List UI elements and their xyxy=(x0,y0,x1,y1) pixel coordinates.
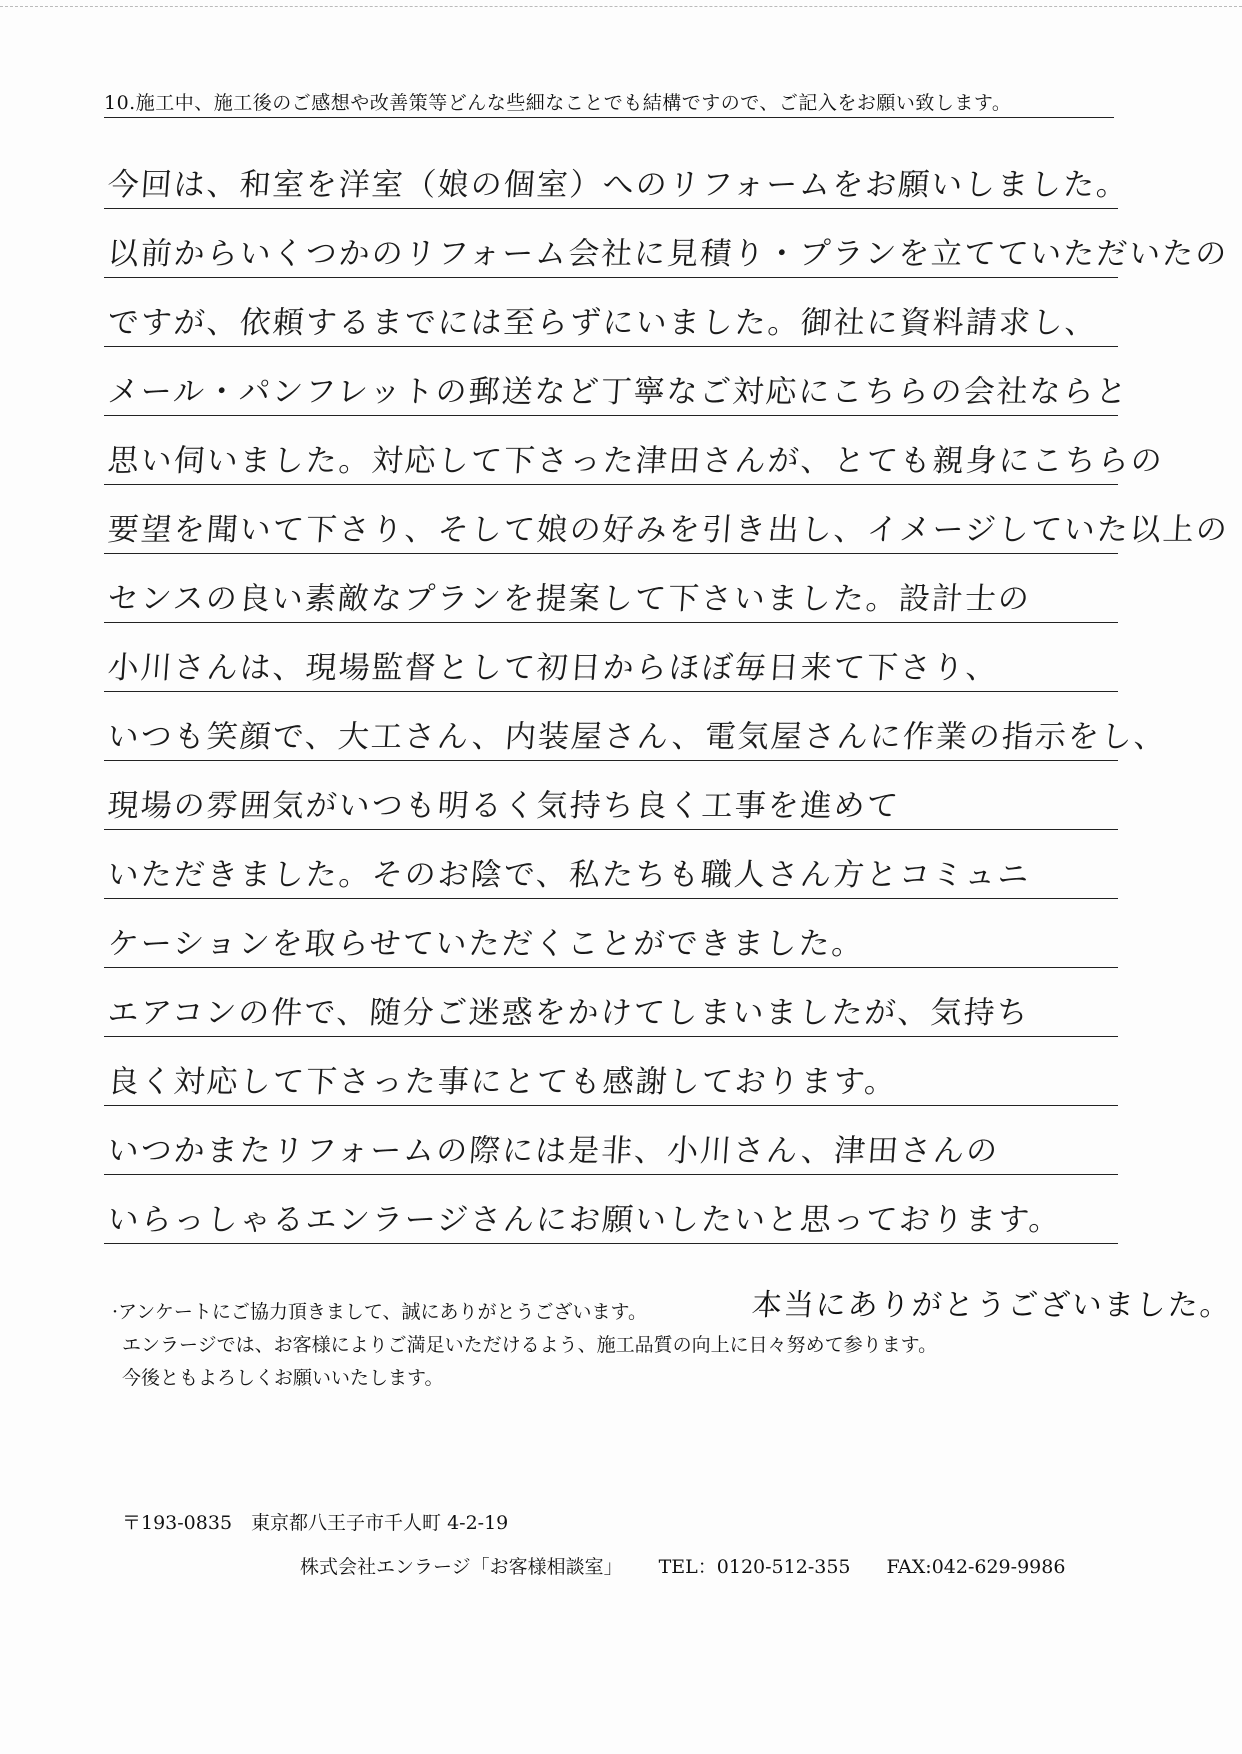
handwritten-thanks: 本当にありがとうございました。 xyxy=(750,1288,1233,1323)
answer-line xyxy=(104,485,1231,554)
fax-number: FAX:042-629-9986 xyxy=(886,1556,1066,1578)
question-heading: 10.施工中、施工後のご感想や改善策等どんな些細なことでも結構ですので、ご記入をお願い致します。 xyxy=(104,88,1114,118)
closing-text: アンケートにご協力頂きまして、誠にありがとうございます。 xyxy=(118,1301,648,1323)
answer-text: ですが、依頼するまでには至らずにいました。御社に資料請求し、 xyxy=(106,305,1100,341)
answer-line xyxy=(104,761,1118,830)
bullet-mark: · xyxy=(112,1301,119,1323)
answer-line xyxy=(104,347,1130,416)
answer-line xyxy=(104,1037,1118,1106)
answer-line xyxy=(104,1175,1118,1244)
answer-text: 今回は、和室を洋室（娘の個室）へのリフォームをお願いしました。 xyxy=(106,167,1131,203)
answer-line xyxy=(104,623,1118,692)
answer-text: ケーションを取らせていただくことができました。 xyxy=(106,926,866,962)
footer-address: 〒193-0835 東京都八王子市千人町 4-2-19 xyxy=(122,1512,509,1534)
answer-line xyxy=(104,554,1118,623)
answer-line xyxy=(104,209,1230,278)
answer-line xyxy=(104,968,1118,1037)
closing-note xyxy=(112,1296,938,1395)
answer-line xyxy=(104,1106,1118,1175)
answer-line xyxy=(104,830,1118,899)
answer-line xyxy=(104,140,1131,209)
answer-text: いつも笑顔で、大工さん、内装屋さん、電気屋さんに作業の指示をし、 xyxy=(106,719,1169,755)
closing-line xyxy=(112,1296,937,1329)
company-name: 株式会社エンラージ「お客様相談室」 xyxy=(300,1556,623,1578)
handwritten-answer xyxy=(104,140,1231,1244)
answer-text: 要望を聞いて下さり、そして娘の好みを引き出し、イメージしていた以上の xyxy=(106,512,1231,548)
answer-line xyxy=(104,416,1166,485)
footer-contact xyxy=(300,1552,1065,1579)
tel-number: TEL：0120-512-355 xyxy=(658,1556,851,1578)
closing-line: 今後ともよろしくお願いいたします。 xyxy=(122,1367,444,1389)
answer-line xyxy=(104,899,1118,968)
answer-text: センスの良い素敵なプランを提案して下さいました。設計士の xyxy=(106,581,1033,617)
answer-text: いつかまたリフォームの際には是非、小川さん、津田さんの xyxy=(106,1133,1001,1169)
answer-line xyxy=(104,692,1169,761)
closing-line: エンラージでは、お客様によりご満足いただけるよう、施工品質の向上に日々努めて参ります。 xyxy=(122,1334,938,1356)
scan-edge xyxy=(0,0,1242,7)
answer-text: 小川さんは、現場監督として初日からほぼ毎日来て下さり、 xyxy=(106,650,1001,686)
answer-text: いらっしゃるエンラージさんにお願いしたいと思っております。 xyxy=(106,1202,1063,1238)
answer-line xyxy=(104,278,1118,347)
answer-text: いただきました。そのお陰で、私たちも職人さん方とコミュニ xyxy=(106,857,1032,893)
answer-text: メール・パンフレットの郵送など丁寧なご対応にこちらの会社ならと xyxy=(106,374,1130,410)
answer-text: 以前からいくつかのリフォーム会社に見積り・プランを立てていただいたの xyxy=(106,236,1230,272)
answer-text: 現場の雰囲気がいつも明るく気持ち良く工事を進めて xyxy=(106,788,902,824)
answer-text: エアコンの件で、随分ご迷惑をかけてしまいましたが、気持ち xyxy=(106,995,1031,1031)
answer-text: 思い伺いました。対応して下さった津田さんが、とても親身にこちらの xyxy=(106,443,1166,479)
answer-text: 良く対応して下さった事にとても感謝しております。 xyxy=(106,1064,899,1100)
